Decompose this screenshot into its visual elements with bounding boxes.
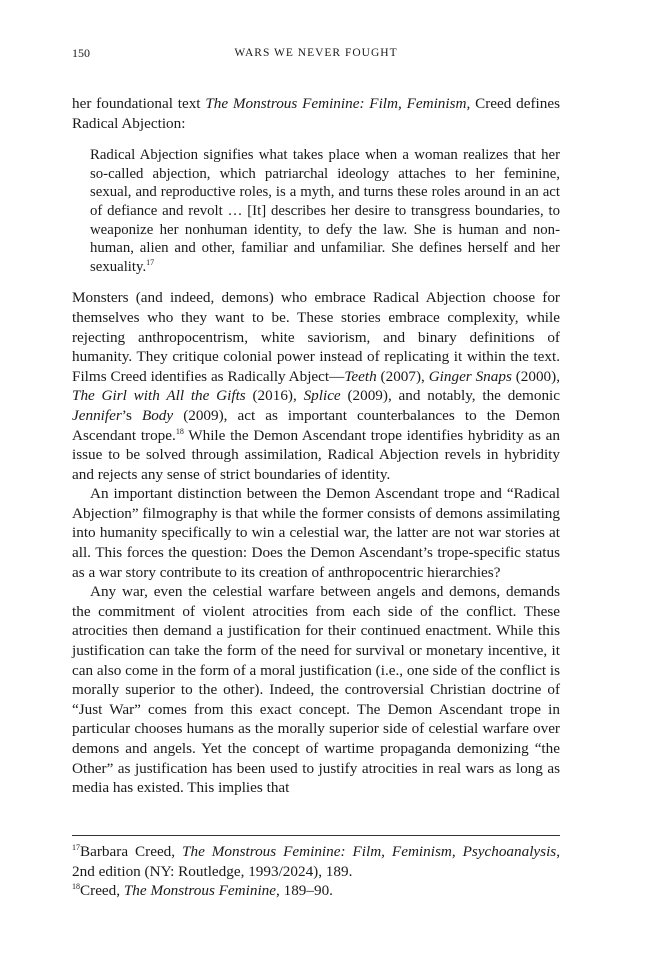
text-span: ’s (121, 406, 142, 424)
text-span: While the Demon Ascendant trope identifies hybridity as an issue to be solved through assimilation, Radical Abjection revels in hybridity and rejects any sense of strict boundaries of identity. (72, 426, 560, 483)
paragraph-any-war: Any war, even the celestial warfare between angels and demons, demands the commitment of violent atrocities from each side of the conflict. These atrocities then demand a justification for their continued enactment. While this justification can take the form of the need for survival or monetary incentive, it can also come in the form of a moral justification (i.e., one side of the conflict is morally superior to the other). Indeed, the controversial Christian doctrine of “Just War” comes from this exact concept. The Demon Ascendant trope in particular chooses humans as the morally superior side of celestial warfare over demons and angels. Yet the concept of wartime propaganda demonizing “the Other” as justification has been used to justify atrocities in real wars as long as media has existed. This implies that (72, 583, 560, 797)
body-text (72, 94, 560, 798)
text-span: Monsters (and indeed, demons) who embrace Radical Abjection choose for themselves who they want to be. These stories embrace complexity, while rejecting anthropocentrism, white saviorism, and binary definitions of humanity. They critique colonial power instead of replicating it within the text. Films Creed identifies as Radically Abject— (72, 289, 560, 385)
film-title-italic: Body (141, 406, 174, 424)
film-title-italic: Splice (303, 387, 341, 405)
page-number: 150 (72, 46, 90, 60)
text-span: (2009), and notably, the demonic (340, 387, 561, 405)
footnote-number: 18 (72, 882, 80, 892)
footnote-17 (72, 842, 560, 881)
paragraph-distinction: An important distinction between the Demon Ascendant trope and “Radical Abjection” filmography is that while the former consists of demons assimilating into humanity specifically to win a celestial war, the latter are not war stories at all. This forces the question: Does the Demon Ascendant’s trope-specific status as a war story contribute to its creation of anthropocentric hierarchies? (72, 485, 560, 581)
footnote-number: 17 (72, 842, 80, 852)
footnotes (72, 842, 560, 901)
quote-text: Radical Abjection signifies what takes place when a woman realizes that her so-called abjection, which patriarchal ideology attaches to her feminine, sexual, and reproductive roles, is a myth, and turns these roles around in an act of defiance and revolt … [It] describes her desire to transgress boundaries, to weaponize her nonhuman identity, to defy the law. She is human and non-human, alien and other, familiar and unfamiliar. She defines herself and her sexuality. (90, 147, 560, 275)
text-span: , Creed defines Radical Abjection: (72, 95, 560, 132)
paragraph-monsters (72, 288, 560, 484)
film-title-italic: Teeth (344, 367, 377, 385)
book-title-italic: The Monstrous Feminine: Film, Feminism, Psychoanalysis (182, 843, 557, 860)
text-span: (2007), (376, 367, 429, 385)
book-title-italic: The Monstrous Feminine: Film, Feminism (205, 95, 467, 112)
film-title-italic: The Girl with All the Gifts (72, 387, 246, 405)
text-span: Creed, (80, 882, 124, 900)
running-title: WARS WE NEVER FOUGHT (234, 47, 398, 59)
text-span: Barbara Creed, (80, 843, 183, 860)
block-quote (90, 146, 560, 276)
text-span: , 2nd edition (NY: Routledge, 1993/2024), 189. (72, 843, 561, 880)
text-span: , 189–90. (276, 882, 333, 900)
film-title-italic: Ginger Snaps (428, 367, 512, 385)
footnote-ref-17[interactable]: 17 (146, 257, 155, 267)
footnote-ref-18[interactable]: 18 (175, 426, 184, 436)
page-header (72, 46, 560, 64)
text-span: (2016), (245, 387, 304, 405)
text-span: her foundational text (72, 95, 206, 112)
text-span: (2009), act as important counterbalances to the Demon Ascendant trope. (72, 406, 560, 444)
footnote-divider (72, 835, 560, 836)
footnote-18 (72, 881, 560, 901)
paragraph-intro (72, 94, 560, 133)
film-title-italic: Jennifer (72, 406, 122, 424)
book-title-italic: The Monstrous Feminine (123, 882, 277, 900)
text-span: (2000), (511, 367, 560, 385)
